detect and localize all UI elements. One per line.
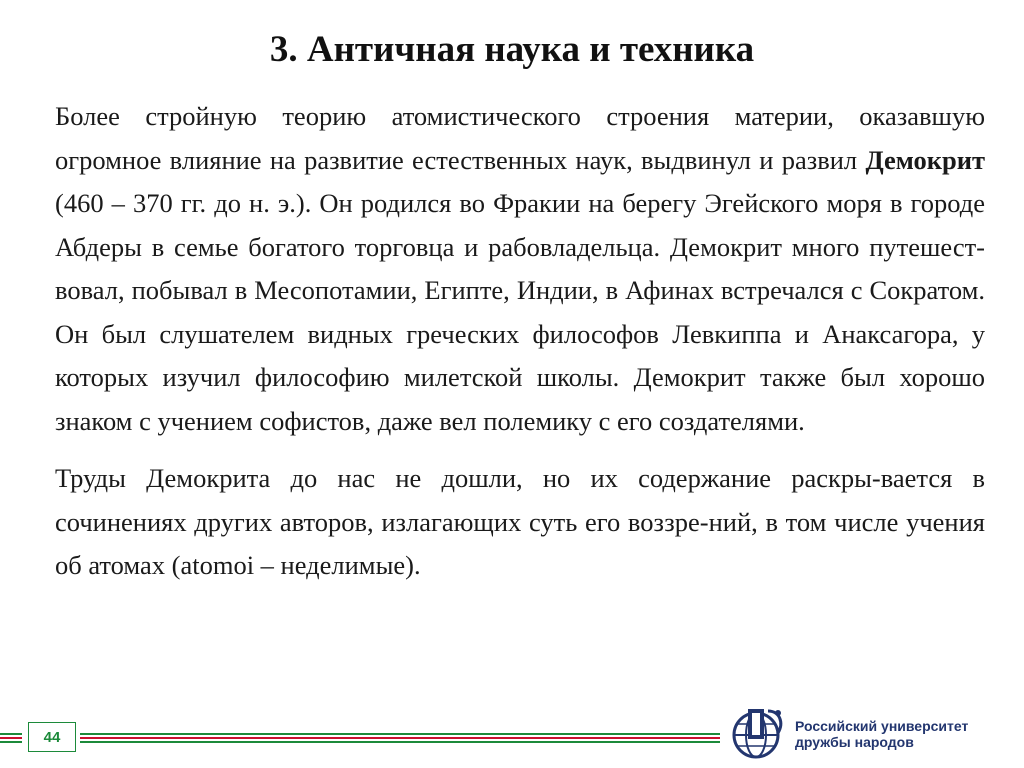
university-name-line-2: дружбы народов	[795, 734, 914, 750]
rudn-globe-logo-icon	[728, 705, 788, 763]
slide-title: 3. Античная наука и техника	[269, 29, 755, 70]
university-name	[795, 718, 1015, 750]
paragraph-1-text-end: (460 – 370 гг. до н. э.). Он родился во Фракии на берегу Эгейского моря в городе Абдеры в семье богатого торговца и рабовладельца. Демокрит много путешест-вовал, побывал в Месопотамии, Египте, Индии, в Афинах встречался с Сократом. Он был слушателем видных греческих философов Левкиппа и Анаксагора, у которых изучил философию милетской школы. Демокрит также был хорошо знаком с учением софистов, даже вел полемику с его создателями.	[55, 188, 985, 436]
paragraph-2: Труды Демокрита до нас не дошли, но их содержание раскры-вается в сочинениях других авторов, излагающих суть его воззре-ний, в том числе учения об атомах (atomoi – неделимые).	[55, 463, 985, 580]
university-name-line-1: Российский университет	[795, 718, 969, 734]
footer-stripes	[80, 733, 720, 745]
page-number: 44	[28, 722, 76, 752]
paragraph-1	[55, 95, 985, 443]
paragraph-1-bold-name: Демокрит	[865, 144, 985, 175]
slide-body	[55, 95, 985, 588]
paragraph-1-text-start: Более стройную теорию атомистического строения материи, оказавшую огромное влияние на развитие естественных наук, выдвинул и развил	[55, 101, 985, 175]
footer-stripes-left	[0, 733, 22, 745]
